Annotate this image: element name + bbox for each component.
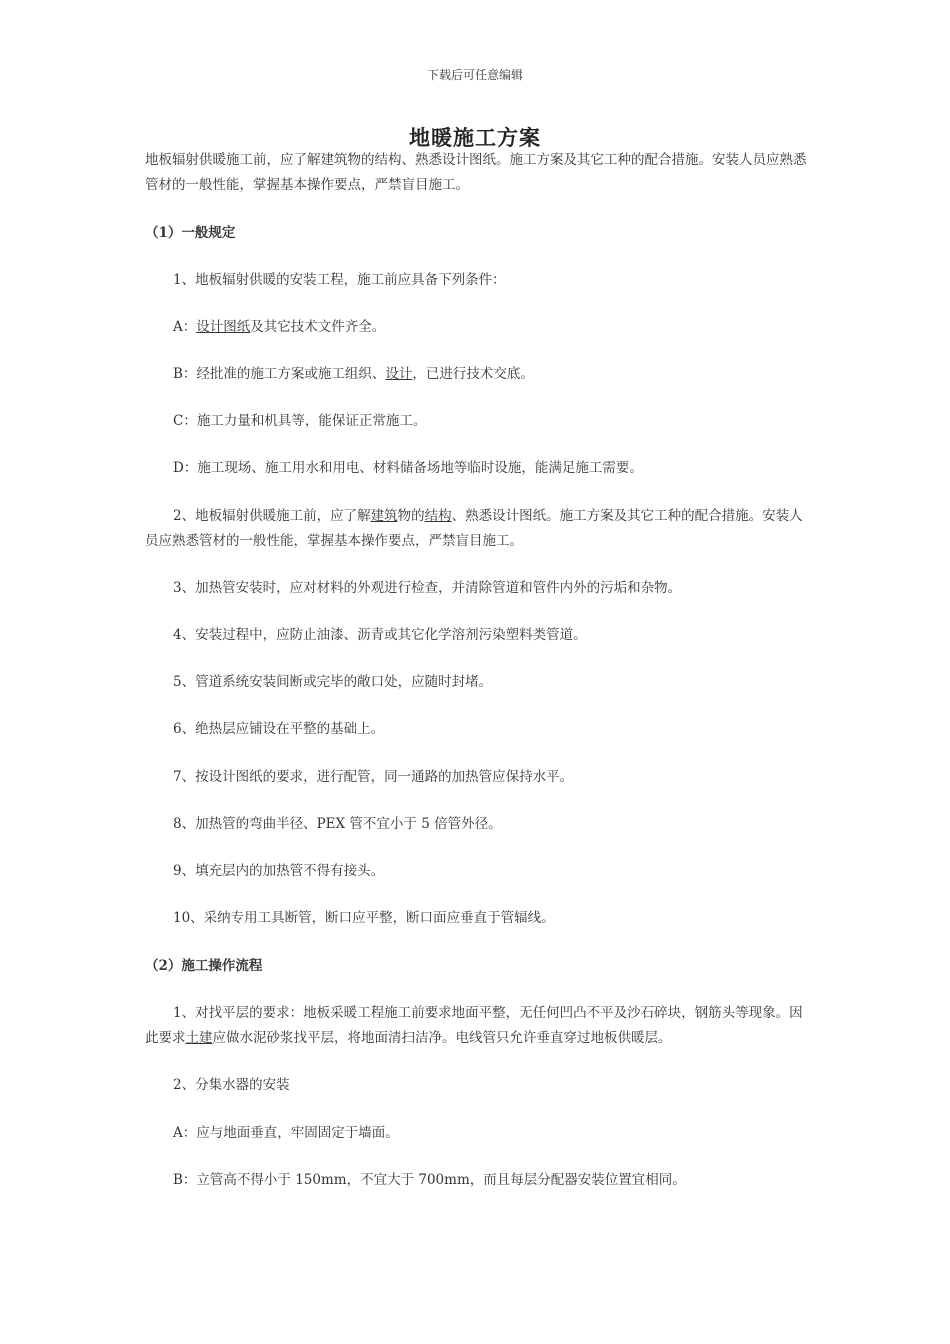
s1-item2-prefix: 2、地板辐射供暖施工前，应了解 [173, 508, 371, 524]
document-title: 地暖施工方案 [409, 125, 541, 150]
s1-item-b [145, 362, 810, 387]
s1-item2 [145, 504, 810, 554]
intro-paragraph: 地板辐射供暖施工前，应了解建筑物的结构、熟悉设计图纸。施工方案及其它工种的配合措施。安装人员应熟悉管材的一般性能，掌握基本操作要点，严禁盲目施工。 [145, 152, 807, 193]
s1-item8: 8、加热管的弯曲半径、PEX 管不宜小于 5 倍管外径。 [173, 816, 502, 832]
s1-b-prefix: B：经批准的施工方案或施工组织、 [173, 366, 386, 382]
s1-item7: 7、按设计图纸的要求，进行配管，同一通路的加热管应保持水平。 [173, 769, 574, 785]
building-link[interactable]: 建筑 [370, 508, 398, 524]
s1-item4: 4、安装过程中，应防止油漆、沥青或其它化学溶剂污染塑料类管道。 [173, 627, 587, 643]
design-link[interactable]: 设计 [385, 366, 413, 382]
s2-item1-suffix: 应做水泥砂浆找平层，将地面清扫洁净。电线管只允许垂直穿过地板供暖层。 [212, 1030, 672, 1046]
s2-item-b: B：立管高不得小于 150mm，不宜大于 700mm，而且每层分配器安装位置宜相同。 [173, 1172, 686, 1188]
s1-item2-mid: 物的 [397, 508, 425, 524]
s1-item-d: D：施工现场、施工用水和用电、材料储备场地等临时设施，能满足施工需要。 [173, 460, 643, 476]
s1-item-a [145, 315, 810, 340]
s1-item5: 5、管道系统安装间断或完毕的敞口处，应随时封堵。 [173, 674, 493, 690]
s1-item9: 9、填充层内的加热管不得有接头。 [173, 863, 385, 879]
s1-item10: 10、采纳专用工具断管，断口应平整，断口面应垂直于管辐线。 [173, 910, 555, 926]
structure-link[interactable]: 结构 [424, 508, 452, 524]
s1-item6: 6、绝热层应铺设在平整的基础上。 [173, 721, 385, 737]
s1-item3: 3、加热管安装时，应对材料的外观进行检查，并清除管道和管件内外的污垢和杂物。 [173, 580, 682, 596]
s2-item2: 2、分集水器的安装 [173, 1077, 290, 1093]
s1-a-prefix: A： [173, 319, 197, 335]
section1-heading: （1）一般规定 [145, 225, 236, 241]
s2-item1-prefix: 1、对找平层的要求：地板采暖工程施工前要求地面平整，无任何凹凸不平及沙石碎块，钢筋头等现象。因此要求 [145, 1005, 803, 1046]
s1-item-c: C：施工力量和机具等，能保证正常施工。 [173, 413, 427, 429]
civil-works-link[interactable]: 土建 [185, 1030, 213, 1046]
s2-item1 [145, 1001, 810, 1051]
s1-item1: 1、地板辐射供暖的安装工程，施工前应具备下列条件： [173, 272, 506, 288]
s1-b-suffix: ，已进行技术交底。 [412, 366, 534, 382]
section2-heading: （2）施工操作流程 [145, 958, 263, 974]
s2-item-a: A：应与地面垂直，牢固固定于墙面。 [173, 1125, 399, 1141]
design-drawings-link[interactable]: 设计图纸 [196, 319, 251, 335]
s1-a-suffix: 及其它技术文件齐全。 [250, 319, 386, 335]
s1-item2-suffix: 、熟悉设计图纸。施工方案及其它工种的配合措施。安装人员应熟悉管材的一般性能，掌握基本操作要点，严禁盲目施工。 [145, 508, 803, 549]
page-header: 下载后可任意编辑 [426, 68, 523, 82]
